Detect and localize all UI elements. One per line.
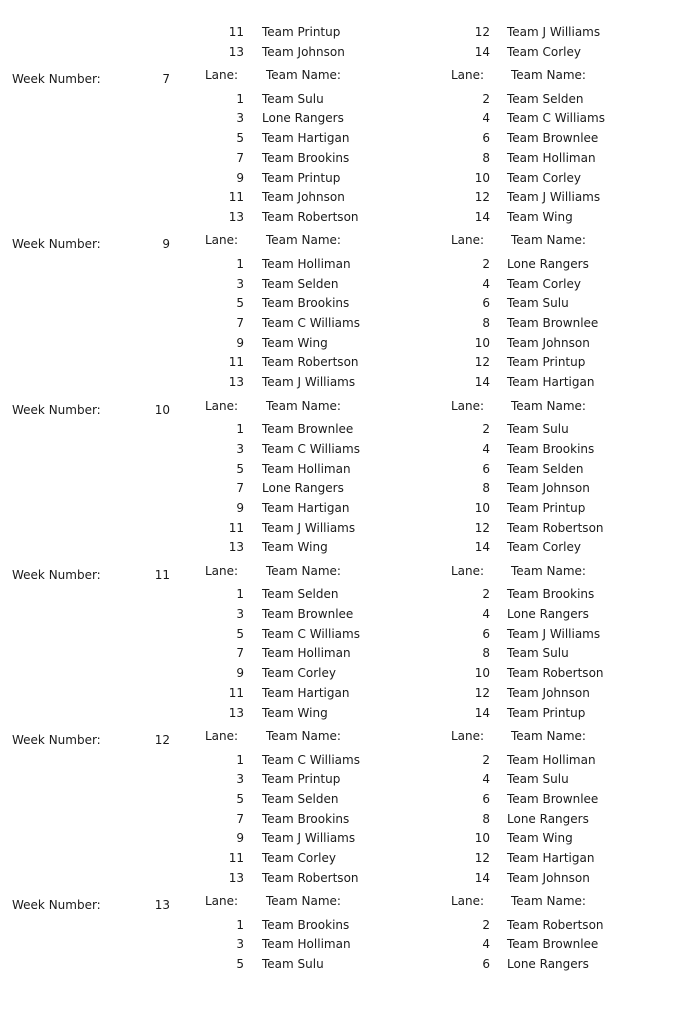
matchup-row-lane-left: 7	[236, 646, 244, 661]
matchup-row-team-right: Team Sulu	[507, 772, 569, 787]
carryover-row-lane-right: 12	[474, 25, 490, 39]
matchup-row-lane-right: 14	[474, 870, 490, 885]
matchup-row-team-right: Lone Rangers	[507, 607, 589, 621]
matchup-row-lane-left: 5	[236, 957, 244, 972]
matchup-row-team-left: Team Hartigan	[262, 500, 350, 515]
matchup-row-lane-left: 11	[228, 851, 244, 865]
matchup-row-lane-right: 2	[482, 752, 490, 767]
matchup-row-team-left: Lone Rangers	[262, 111, 344, 126]
lane-header-left: Lane:	[205, 894, 239, 909]
carryover-row-lane-left: 13	[228, 44, 244, 59]
team-name-header-left: Team Name:	[266, 398, 341, 413]
matchup-row-lane-right: 10	[474, 666, 490, 681]
matchup-row-lane-left: 5	[236, 461, 244, 476]
matchup-row-lane-right: 8	[482, 316, 490, 330]
matchup-row-team-right: Team Wing	[507, 209, 573, 224]
team-name-header-left: Team Name:	[266, 729, 341, 743]
matchup-row-lane-right: 8	[482, 481, 490, 496]
matchup-row-team-left: Team Brownlee	[262, 607, 354, 621]
matchup-row-team-left: Team Hartigan	[262, 685, 350, 700]
week-number-label: Week Number:	[12, 898, 101, 913]
matchup-row-lane-left: 7	[236, 811, 244, 826]
matchup-row-lane-left: 3	[236, 772, 244, 787]
matchup-row-lane-left: 1	[236, 587, 244, 602]
team-name-header-left: Team Name:	[266, 894, 341, 909]
carryover-row-team-left: Team Johnson	[262, 44, 345, 59]
matchup-row-team-right: Team Sulu	[507, 646, 569, 661]
matchup-row-team-left: Team J Williams	[262, 375, 356, 390]
matchup-row-team-left: Team Holliman	[262, 646, 351, 661]
matchup-row-lane-left: 11	[228, 190, 244, 205]
matchup-row-lane-left: 3	[236, 607, 244, 621]
lane-header-right: Lane:	[451, 563, 485, 578]
matchup-row-lane-right: 6	[482, 957, 490, 972]
matchup-row-team-right: Team Printup	[507, 705, 586, 720]
week-number-value: 11	[154, 567, 170, 582]
matchup-row-team-right: Team Johnson	[507, 481, 590, 496]
matchup-row-lane-right: 12	[474, 851, 490, 865]
matchup-row-team-right: Lone Rangers	[507, 957, 589, 972]
matchup-row-team-left: Team Holliman	[262, 461, 351, 476]
matchup-row-team-right: Team Robertson	[507, 520, 604, 535]
matchup-row-lane-right: 12	[474, 190, 490, 205]
matchup-row-lane-right: 4	[482, 607, 490, 621]
matchup-row-lane-right: 12	[474, 520, 490, 535]
matchup-row-team-right: Lone Rangers	[507, 811, 589, 826]
matchup-row-lane-left: 3	[236, 276, 244, 291]
lane-header-right: Lane:	[451, 233, 485, 248]
matchup-row-team-right: Team Wing	[507, 831, 573, 846]
week-number-label: Week Number:	[12, 567, 101, 582]
matchup-row-team-right: Team C Williams	[507, 111, 605, 126]
matchup-row-team-right: Team Printup	[507, 500, 586, 515]
week-number-label: Week Number:	[12, 733, 101, 747]
matchup-row-team-left: Team Corley	[262, 666, 337, 681]
matchup-row-lane-right: 6	[482, 626, 490, 641]
matchup-row-team-left: Team Sulu	[262, 957, 324, 972]
matchup-row-lane-right: 6	[482, 296, 490, 311]
matchup-row-team-left: Team Brookins	[262, 150, 350, 165]
matchup-row-team-left: Team Wing	[262, 335, 328, 350]
matchup-row-lane-right: 14	[474, 540, 490, 555]
matchup-row-lane-left: 9	[236, 335, 244, 350]
team-name-header-right: Team Name:	[511, 68, 586, 83]
matchup-row-lane-right: 4	[482, 111, 490, 126]
matchup-row-team-right: Team Brookins	[507, 587, 595, 602]
matchup-row-lane-right: 2	[482, 91, 490, 106]
matchup-row-lane-right: 2	[482, 917, 490, 932]
lane-header-right: Lane:	[451, 68, 485, 83]
matchup-row-team-left: Team Wing	[262, 705, 328, 720]
matchup-row-team-left: Team Robertson	[262, 355, 359, 370]
matchup-row-lane-left: 11	[228, 685, 244, 700]
matchup-row-team-right: Team Brownlee	[507, 131, 599, 146]
matchup-row-team-right: Lone Rangers	[507, 256, 589, 271]
matchup-row-team-right: Team Brookins	[507, 441, 595, 456]
lane-header-right: Lane:	[451, 398, 485, 413]
matchup-row-team-left: Team Hartigan	[262, 131, 350, 146]
matchup-row-team-left: Team Brownlee	[262, 422, 354, 437]
lane-header-left: Lane:	[205, 233, 239, 248]
matchup-row-lane-left: 5	[236, 626, 244, 641]
matchup-row-lane-right: 12	[474, 355, 490, 370]
matchup-row-lane-right: 10	[474, 335, 490, 350]
matchup-row-lane-right: 4	[482, 276, 490, 291]
matchup-row-team-left: Team Corley	[262, 851, 337, 865]
matchup-row-team-left: Team Printup	[262, 772, 341, 787]
matchup-row-team-right: Team Johnson	[507, 335, 590, 350]
matchup-row-team-left: Team Selden	[262, 587, 339, 602]
matchup-row-lane-right: 10	[474, 500, 490, 515]
matchup-row-lane-left: 7	[236, 150, 244, 165]
week-number-label: Week Number:	[12, 237, 101, 252]
matchup-row-lane-right: 8	[482, 150, 490, 165]
matchup-row-lane-left: 1	[236, 752, 244, 767]
matchup-row-team-right: Team Holliman	[507, 752, 596, 767]
week-number-value: 7	[162, 72, 170, 87]
week-number-value: 13	[154, 898, 170, 913]
matchup-row-team-right: Team Brownlee	[507, 791, 599, 806]
team-name-header-left: Team Name:	[266, 68, 341, 83]
matchup-row-team-right: Team Holliman	[507, 150, 596, 165]
matchup-row-lane-left: 3	[236, 441, 244, 456]
matchup-row-lane-right: 14	[474, 209, 490, 224]
matchup-row-lane-right: 6	[482, 131, 490, 146]
team-name-header-right: Team Name:	[511, 233, 586, 248]
matchup-row-team-right: Team Hartigan	[507, 375, 595, 390]
matchup-row-team-left: Team Printup	[262, 170, 341, 185]
carryover-row-team-right: Team Corley	[507, 44, 582, 59]
matchup-row-lane-right: 12	[474, 685, 490, 700]
matchup-row-lane-left: 1	[236, 422, 244, 437]
matchup-row-team-right: Team Sulu	[507, 422, 569, 437]
matchup-row-team-right: Team Brownlee	[507, 937, 599, 952]
lane-header-left: Lane:	[205, 68, 239, 83]
matchup-row-lane-left: 11	[228, 355, 244, 370]
matchup-row-team-right: Team Corley	[507, 276, 582, 291]
lane-header-left: Lane:	[205, 563, 239, 578]
matchup-row-lane-left: 1	[236, 917, 244, 932]
matchup-row-team-left: Team Sulu	[262, 91, 324, 106]
matchup-row-team-left: Team Holliman	[262, 256, 351, 271]
matchup-row-lane-right: 14	[474, 705, 490, 720]
matchup-row-lane-left: 9	[236, 500, 244, 515]
matchup-row-team-right: Team Corley	[507, 170, 582, 185]
team-name-header-left: Team Name:	[266, 233, 341, 248]
lane-header-left: Lane:	[205, 398, 239, 413]
matchup-row-lane-left: 13	[228, 705, 244, 720]
team-name-header-right: Team Name:	[511, 894, 586, 909]
matchup-row-lane-left: 13	[228, 209, 244, 224]
matchup-row-team-right: Team Robertson	[507, 666, 604, 681]
matchup-row-lane-left: 7	[236, 481, 244, 496]
matchup-row-lane-left: 13	[228, 375, 244, 390]
matchup-row-lane-left: 13	[228, 870, 244, 885]
matchup-row-lane-left: 5	[236, 791, 244, 806]
matchup-row-team-right: Team J Williams	[507, 626, 601, 641]
matchup-row-lane-left: 5	[236, 296, 244, 311]
matchup-row-lane-right: 2	[482, 587, 490, 602]
matchup-row-lane-left: 1	[236, 256, 244, 271]
matchup-row-lane-left: 7	[236, 316, 244, 330]
carryover-row-lane-left: 11	[228, 25, 244, 39]
matchup-row-team-right: Team Johnson	[507, 685, 590, 700]
team-name-header-left: Team Name:	[266, 563, 341, 578]
lane-header-left: Lane:	[205, 729, 239, 743]
matchup-row-team-left: Lone Rangers	[262, 481, 344, 496]
matchup-row-lane-right: 2	[482, 256, 490, 271]
matchup-row-team-right: Team Printup	[507, 355, 586, 370]
matchup-row-team-left: Team Robertson	[262, 870, 359, 885]
lane-header-right: Lane:	[451, 729, 485, 743]
matchup-row-team-right: Team J Williams	[507, 190, 601, 205]
matchup-row-team-left: Team C Williams	[262, 441, 360, 456]
matchup-row-team-right: Team Johnson	[507, 870, 590, 885]
matchup-row-lane-left: 1	[236, 91, 244, 106]
matchup-row-lane-right: 6	[482, 791, 490, 806]
matchup-row-team-left: Team C Williams	[262, 752, 360, 767]
matchup-row-team-right: Team Selden	[507, 461, 584, 476]
matchup-row-lane-left: 5	[236, 131, 244, 146]
matchup-row-lane-left: 9	[236, 666, 244, 681]
week-number-label: Week Number:	[12, 402, 101, 417]
matchup-row-lane-left: 9	[236, 831, 244, 846]
matchup-row-team-right: Team Corley	[507, 540, 582, 555]
matchup-row-team-left: Team Brookins	[262, 811, 350, 826]
lane-header-right: Lane:	[451, 894, 485, 909]
matchup-row-team-right: Team Brownlee	[507, 316, 599, 330]
matchup-row-team-left: Team Selden	[262, 276, 339, 291]
team-name-header-right: Team Name:	[511, 398, 586, 413]
matchup-row-lane-right: 8	[482, 646, 490, 661]
week-number-value: 10	[154, 402, 170, 417]
matchup-row-team-left: Team Robertson	[262, 209, 359, 224]
week-number-value: 12	[154, 733, 170, 747]
matchup-row-lane-right: 10	[474, 170, 490, 185]
matchup-row-lane-left: 13	[228, 540, 244, 555]
carryover-row-lane-right: 14	[474, 44, 490, 59]
matchup-row-team-left: Team J Williams	[262, 831, 356, 846]
matchup-row-lane-right: 6	[482, 461, 490, 476]
matchup-row-team-right: Team Selden	[507, 91, 584, 106]
matchup-row-lane-left: 3	[236, 111, 244, 126]
matchup-row-team-right: Team Hartigan	[507, 851, 595, 865]
carryover-row-team-left: Team Printup	[262, 25, 341, 39]
matchup-row-team-left: Team Brookins	[262, 296, 350, 311]
team-name-header-right: Team Name:	[511, 729, 586, 743]
matchup-row-lane-left: 3	[236, 937, 244, 952]
matchup-row-team-right: Team Robertson	[507, 917, 604, 932]
matchup-row-lane-right: 8	[482, 811, 490, 826]
matchup-row-team-left: Team Holliman	[262, 937, 351, 952]
matchup-row-lane-right: 4	[482, 937, 490, 952]
matchup-row-team-left: Team J Williams	[262, 520, 356, 535]
matchup-row-team-left: Team C Williams	[262, 626, 360, 641]
team-name-header-right: Team Name:	[511, 563, 586, 578]
matchup-row-team-left: Team Brookins	[262, 917, 350, 932]
matchup-row-lane-left: 9	[236, 170, 244, 185]
matchup-row-lane-right: 10	[474, 831, 490, 846]
matchup-row-team-left: Team Johnson	[262, 190, 345, 205]
matchup-row-lane-right: 4	[482, 441, 490, 456]
matchup-row-team-left: Team Wing	[262, 540, 328, 555]
matchup-row-lane-right: 14	[474, 375, 490, 390]
matchup-row-lane-right: 4	[482, 772, 490, 787]
matchup-row-team-left: Team Selden	[262, 791, 339, 806]
matchup-row-team-left: Team C Williams	[262, 316, 360, 330]
matchup-row-lane-right: 2	[482, 422, 490, 437]
matchup-row-lane-left: 11	[228, 520, 244, 535]
week-number-label: Week Number:	[12, 72, 101, 87]
week-number-value: 9	[162, 237, 170, 252]
matchup-row-team-right: Team Sulu	[507, 296, 569, 311]
carryover-row-team-right: Team J Williams	[507, 25, 601, 39]
